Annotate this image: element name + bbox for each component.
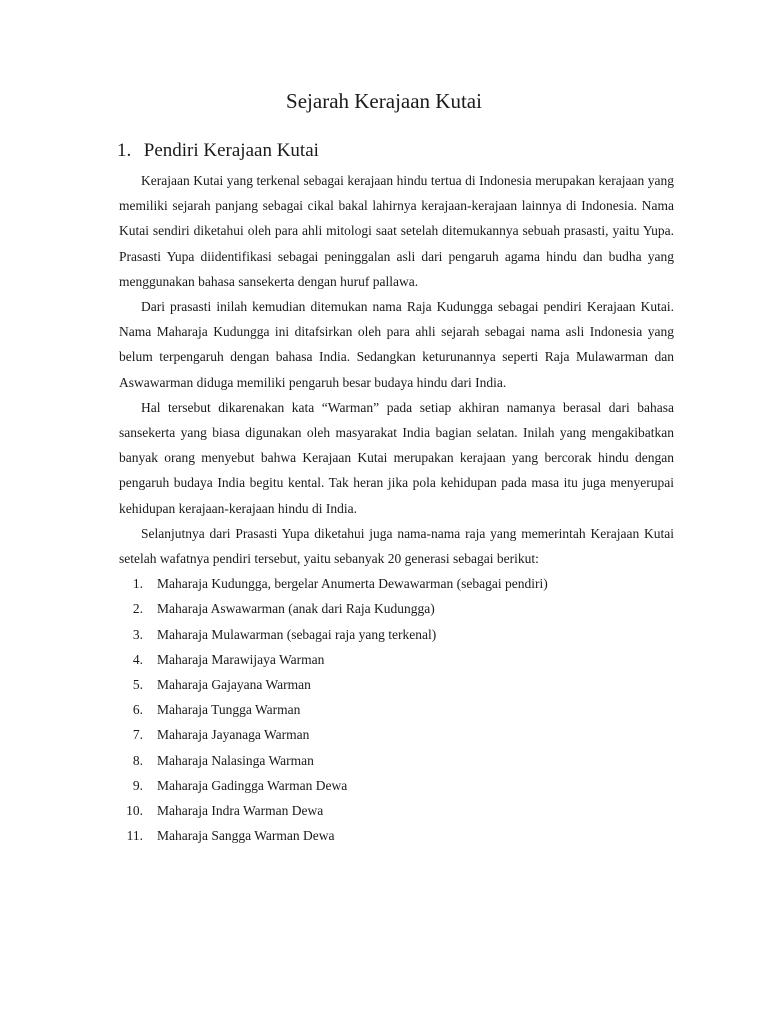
list-item-text: Maharaja Kudungga, bergelar Anumerta Dewawarman (sebagai pendiri): [157, 576, 548, 592]
list-item: [119, 596, 674, 621]
list-item: [119, 722, 674, 747]
list-item-number: 7.: [132, 727, 143, 743]
paragraph: Dari prasasti inilah kemudian ditemukan nama Raja Kudungga sebagai pendiri Kerajaan Kutai. Nama Maharaja Kudungga ini ditafsirkan oleh para ahli sejarah sebagai nama asli Indonesia yang belum terpengaruh dengan bahasa India. Sedangkan keturunannya seperti Raja Mulawarman dan Aswawarman diduga memiliki pengaruh besar budaya hindu dari India.: [119, 299, 674, 390]
list-item-text: Maharaja Jayanaga Warman: [157, 727, 310, 743]
list-item-number: 5.: [132, 677, 143, 693]
paragraph: Kerajaan Kutai yang terkenal sebagai kerajaan hindu tertua di Indonesia merupakan kerajaan yang memiliki sejarah panjang sebagai cikal bakal lahirnya kerajaan-kerajaan lainnya di Indonesia. Nama Kutai sendiri diketahui oleh para ahli mitologi saat setelah ditemukannya sebuah prasasti, yaitu Yupa. Prasasti Yupa diidentifikasi sebagai peninggalan asli dari pengaruh agama hindu dan budha yang menggunakan bahasa sansekerta dengan huruf pallawa.: [119, 173, 674, 289]
list-item-number: 10.: [126, 803, 143, 819]
section-heading-text: Pendiri Kerajaan Kutai: [143, 140, 319, 161]
list-item: [119, 647, 674, 672]
list-item-text: Maharaja Indra Warman Dewa: [157, 803, 324, 819]
list-item-number: 3.: [132, 626, 143, 642]
list-item-text: Maharaja Aswawarman (anak dari Raja Kudungga): [157, 601, 435, 617]
list-item-text: Maharaja Gajayana Warman: [157, 677, 311, 693]
list-item: [119, 748, 674, 773]
list-item-number: 6.: [132, 702, 143, 718]
list-item-number: 9.: [132, 777, 143, 793]
list-item-number: 4.: [132, 651, 143, 667]
list-item: [119, 773, 674, 798]
paragraph: Hal tersebut dikarenakan kata “Warman” pada setiap akhiran namanya berasal dari bahasa sansekerta yang biasa digunakan oleh masyarakat India bagian selatan. Inilah yang mengakibatkan banyak orang menyebut bahwa Kerajaan Kutai merupakan kerajaan yang bercorak hindu dengan pengaruh budaya India begitu kental. Tak heran jika pola kehidupan pada masa itu juga menyerupai kehidupan kerajaan-kerajaan hindu di India.: [119, 399, 674, 516]
list-item: [119, 672, 674, 697]
list-item-text: Maharaja Nalasinga Warman: [157, 752, 314, 768]
list-item: [119, 798, 674, 823]
list-item: [119, 697, 674, 722]
list-item-text: Maharaja Marawijaya Warman: [157, 651, 325, 667]
document-title: Sejarah Kerajaan Kutai: [286, 89, 482, 113]
list-item-number: 2.: [132, 601, 143, 617]
list-item-number: 8.: [132, 752, 143, 768]
section-heading: [117, 137, 319, 165]
list-item-text: Maharaja Gadingga Warman Dewa: [157, 777, 348, 793]
list-item-text: Maharaja Tungga Warman: [157, 702, 301, 718]
list-item-number: 11.: [126, 828, 143, 844]
section-body: [119, 168, 674, 848]
list-item-text: Maharaja Mulawarman (sebagai raja yang terkenal): [157, 626, 437, 642]
list-item: [119, 823, 674, 848]
paragraph: Selanjutnya dari Prasasti Yupa diketahui juga nama-nama raja yang memerintah Kerajaan Kutai setelah wafatnya pendiri tersebut, yaitu sebanyak 20 generasi sebagai berikut:: [119, 525, 674, 567]
kings-list: [119, 571, 674, 848]
list-item: [119, 622, 674, 647]
section-number: 1.: [117, 140, 132, 161]
list-item-text: Maharaja Sangga Warman Dewa: [157, 828, 335, 844]
list-item: [119, 571, 674, 596]
list-item-number: 1.: [132, 576, 143, 592]
